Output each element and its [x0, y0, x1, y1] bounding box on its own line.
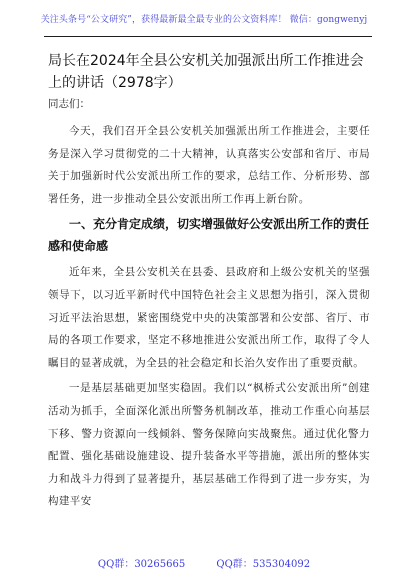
header-banner: 关注头条号“公文研究”，获得最新最全最专业的公文资料库！ 微信：gongwenyj: [40, 15, 368, 25]
document-title: 局长在2024年全县公安机关加强派出所工作推进会上的讲话（2978字）: [48, 53, 364, 91]
footer-contacts: [0, 558, 408, 572]
paragraph-achievements: 近年来，全县公安机关在县委、县政府和上级公安机关的坚强领导下，以习近平新时代中国特色社会主义思想为指引，深入贯彻习近平法治思想，紧密围绕党中央的决策部署和公安部、省厅、市局的各项工作要求，坚定不移地推进公安派出所工作，取得了令人瞩目的显著成就，为全县的社会稳定和长治久安作出了重要贡献。: [48, 266, 370, 369]
document-body: [48, 50, 370, 516]
section-heading-1: 一、充分肯定成绩，切实增强做好公安派出所工作的责任感和使命感: [48, 217, 370, 254]
paragraph-intro: 今天，我们召开全县公安机关加强派出所工作推进会，主要任务是深入学习贯彻党的二十大精神，认真落实公安部和省厅、市局关于加强新时代公安派出所工作的要求，总结工作、分析形势、部署任务，进一步推动全县公安派出所工作再上新台阶。: [48, 125, 370, 205]
paragraph-point-one: 一是基层基础更加坚实稳固。我们以“枫桥式公安派出所”创建活动为抓手，全面深化派出所警务机制改革，推动工作重心向基层下移、警力资源向一线倾斜、警务保障向实战聚焦。通过优化警力配置、强化基础设施建设、提升装备水平等措施，派出所的整体实力和战斗力得到了显著提升，基层基础工作得到了进一步夯实，为构建平安: [48, 382, 370, 508]
salutation: 同志们：: [48, 98, 90, 110]
header-divider: [44, 36, 372, 37]
footer-qq-group-2: QQ群：535304092: [216, 559, 311, 570]
footer-qq-group-1: QQ群：30265665: [97, 559, 186, 570]
